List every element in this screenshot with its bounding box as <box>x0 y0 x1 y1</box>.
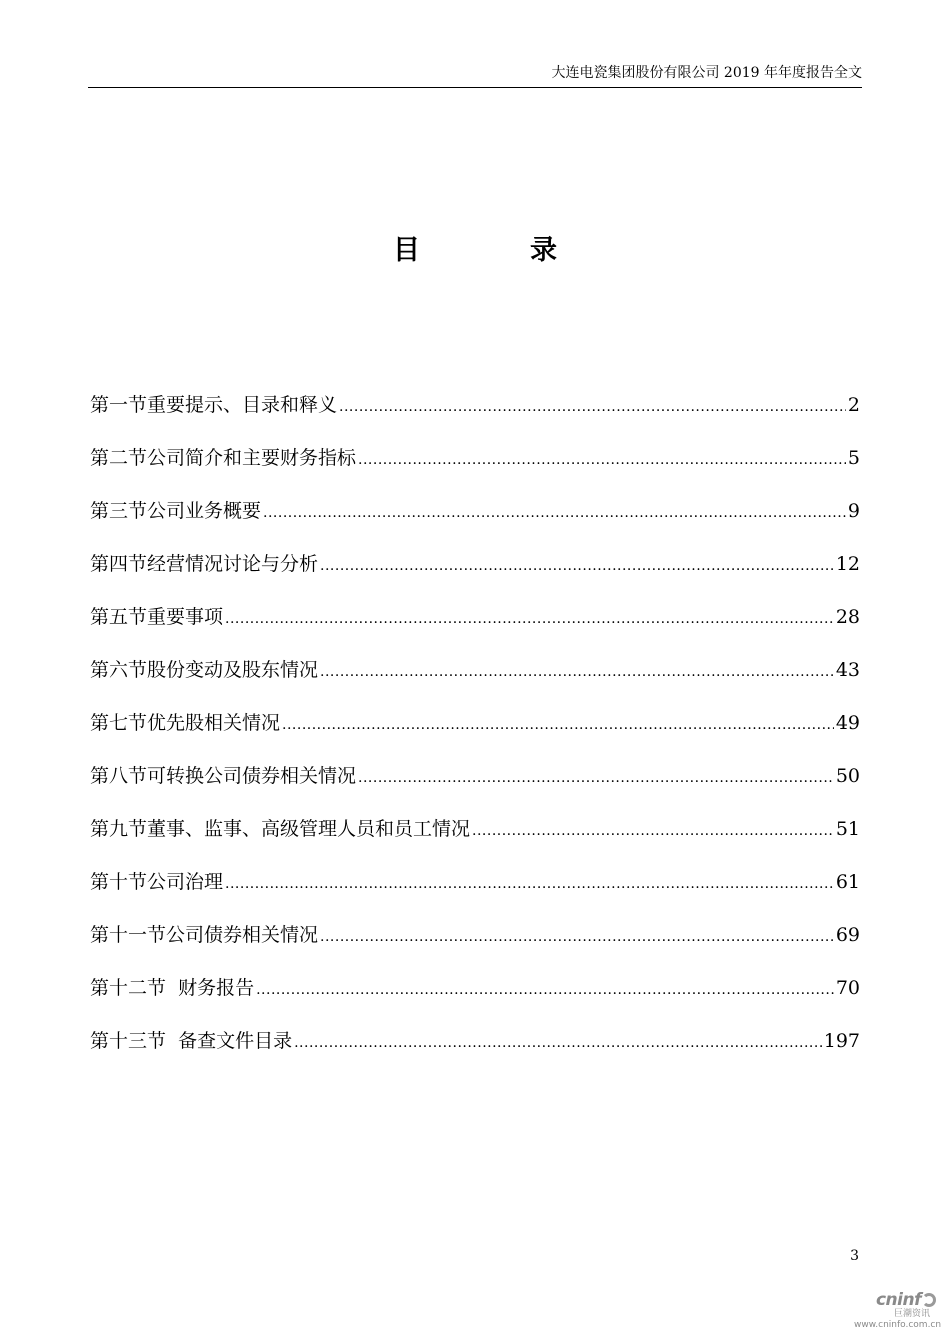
swoosh-icon <box>922 1293 936 1307</box>
toc-entry-page: 61 <box>835 871 860 893</box>
toc-entry-page: 51 <box>835 818 860 840</box>
logo-wordmark <box>876 1291 936 1309</box>
cninfo-logo <box>854 1290 942 1332</box>
toc-entry-label: 第十三节 备查文件目录 <box>90 1030 293 1052</box>
toc-leader-dots <box>358 452 846 468</box>
toc-entry-page: 197 <box>823 1030 860 1052</box>
toc-heading-left: 目 <box>393 235 420 266</box>
toc-entry-label: 第十二节 财务报告 <box>90 977 255 999</box>
toc-heading-right: 录 <box>530 235 557 266</box>
toc-entry-label: 第八节可转换公司债券相关情况 <box>90 765 357 787</box>
toc-leader-dots <box>225 876 834 892</box>
toc-leader-dots <box>263 505 846 521</box>
toc-entry[interactable] <box>90 1026 860 1079</box>
toc-entry[interactable] <box>90 920 860 973</box>
toc-entry-page: 70 <box>835 977 860 999</box>
toc-entry-label: 第六节股份变动及股东情况 <box>90 659 319 681</box>
toc-entry-page: 50 <box>835 765 860 787</box>
table-of-contents <box>90 390 860 1079</box>
toc-entry-label: 第十一节公司债券相关情况 <box>90 924 319 946</box>
toc-entry[interactable] <box>90 549 860 602</box>
toc-leader-dots <box>282 717 834 733</box>
toc-entry-label: 第七节优先股相关情况 <box>90 712 281 734</box>
logo-subtitle: 巨潮资讯 <box>893 1309 930 1319</box>
toc-entry[interactable] <box>90 814 860 867</box>
toc-leader-dots <box>339 399 846 415</box>
report-header-title: 大连电瓷集团股份有限公司 2019 年年度报告全文 <box>551 65 862 81</box>
toc-leader-dots <box>320 664 834 680</box>
toc-entry[interactable] <box>90 973 860 1026</box>
toc-entry[interactable] <box>90 496 860 549</box>
toc-entry[interactable] <box>90 761 860 814</box>
toc-entry-page: 49 <box>835 712 860 734</box>
toc-entry-page: 9 <box>847 500 860 522</box>
toc-entry-page: 12 <box>835 553 860 575</box>
toc-leader-dots <box>320 558 834 574</box>
header-divider <box>88 87 862 88</box>
toc-entry-label: 第九节董事、监事、高级管理人员和员工情况 <box>90 818 471 840</box>
toc-entry-page: 28 <box>835 606 860 628</box>
toc-entry-page: 69 <box>835 924 860 946</box>
toc-entry-page: 2 <box>847 394 860 416</box>
toc-leader-dots <box>358 770 834 786</box>
toc-entry-label: 第一节重要提示、目录和释义 <box>90 394 338 416</box>
toc-entry[interactable] <box>90 390 860 443</box>
toc-entry-page: 43 <box>835 659 860 681</box>
toc-leader-dots <box>294 1035 822 1051</box>
toc-entry[interactable] <box>90 655 860 708</box>
toc-entry[interactable] <box>90 602 860 655</box>
toc-leader-dots <box>472 823 834 839</box>
toc-entry-label: 第三节公司业务概要 <box>90 500 262 522</box>
page-number: 3 <box>850 1248 859 1264</box>
toc-leader-dots <box>320 929 834 945</box>
toc-entry[interactable] <box>90 708 860 761</box>
toc-entry[interactable] <box>90 867 860 920</box>
toc-entry-page: 5 <box>847 447 860 469</box>
toc-heading <box>0 228 950 267</box>
logo-text: cninf <box>875 1290 921 1310</box>
toc-leader-dots <box>256 982 834 998</box>
toc-leader-dots <box>225 611 834 627</box>
toc-entry-label: 第十节公司治理 <box>90 871 224 893</box>
toc-entry-label: 第四节经营情况讨论与分析 <box>90 553 319 575</box>
logo-url: www.cninfo.com.cn <box>854 1320 942 1330</box>
toc-entry-label: 第二节公司简介和主要财务指标 <box>90 447 357 469</box>
toc-entry[interactable] <box>90 443 860 496</box>
toc-entry-label: 第五节重要事项 <box>90 606 224 628</box>
